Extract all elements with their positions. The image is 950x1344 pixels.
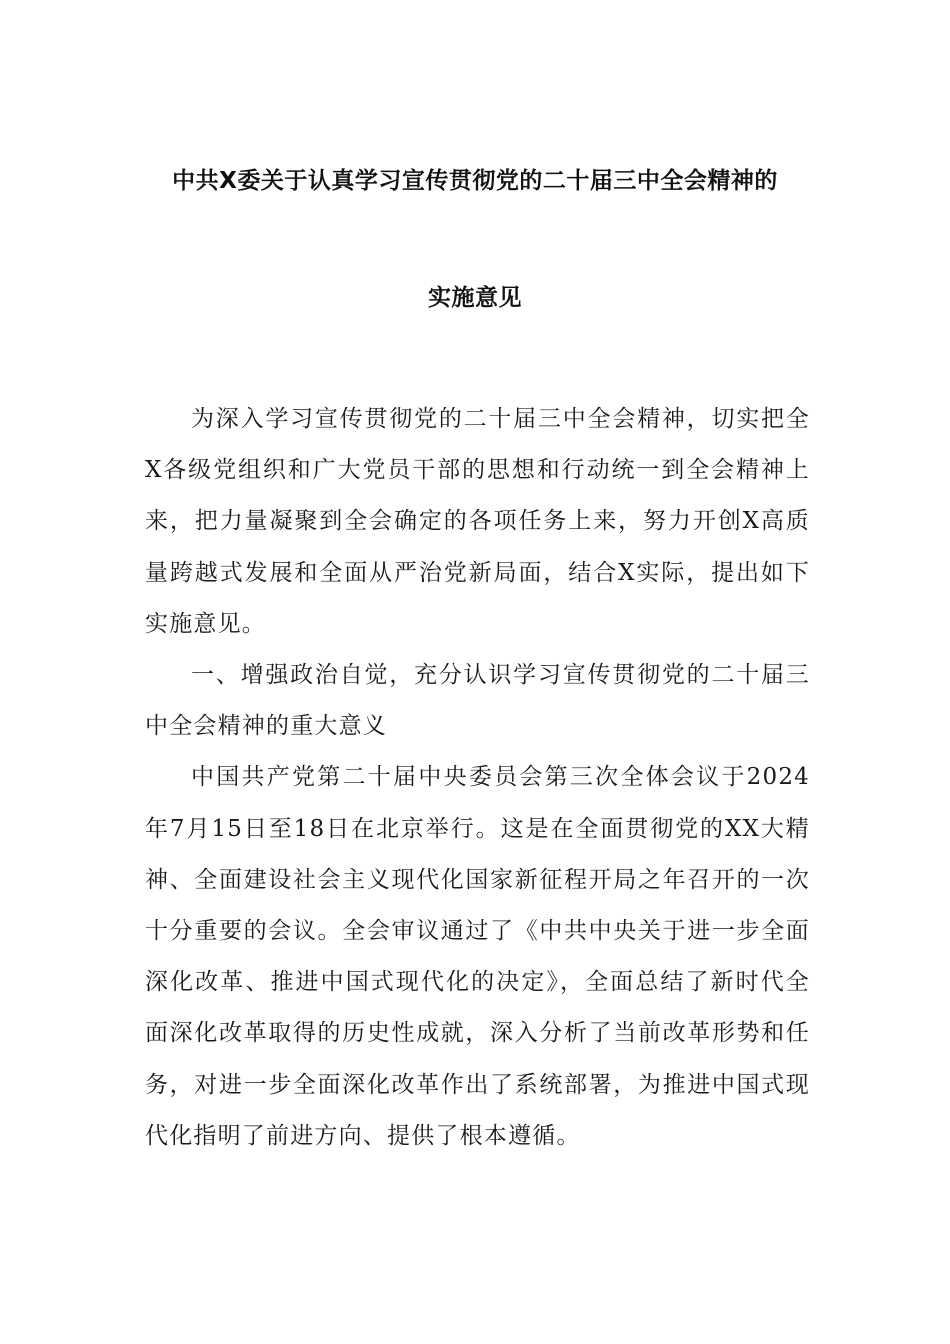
document-title-line-2: 实施意见: [428, 285, 522, 311]
document-title-line-1: 中共X委关于认真学习宣传贯彻党的二十届三中全会精神的: [172, 168, 778, 194]
section-1-paragraph: 中国共产党第二十届中央委员会第三次全体会议于2024年7月15日至18日在北京举行。这是在全面贯彻党的XX大精神、全面建设社会主义现代化国家新征程开局之年召开的一次十分重要的会议。全会审议通过了《中共中央关于进一步全面深化改革、推进中国式现代化的决定》，全面总结了新时代全面深化改革取得的历史性成就，深入分析了当前改革形势和任务，对进一步全面深化改革作出了系统部署，为推进中国式现代化指明了前进方向、提供了根本遵循。: [145, 764, 810, 1149]
intro-paragraph: 为深入学习宣传贯彻党的二十届三中全会精神，切实把全X各级党组织和广大党员干部的思想和行动统一到全会精神上来，把力量凝聚到全会确定的各项任务上来，努力开创X高质量跨越式发展和全面从严治党新局面，结合X实际，提出如下实施意见。: [145, 406, 810, 637]
section-heading-1: 一、增强政治自觉，充分认识学习宣传贯彻党的二十届三中全会精神的重大意义: [145, 662, 810, 740]
document-body: [145, 394, 810, 1162]
